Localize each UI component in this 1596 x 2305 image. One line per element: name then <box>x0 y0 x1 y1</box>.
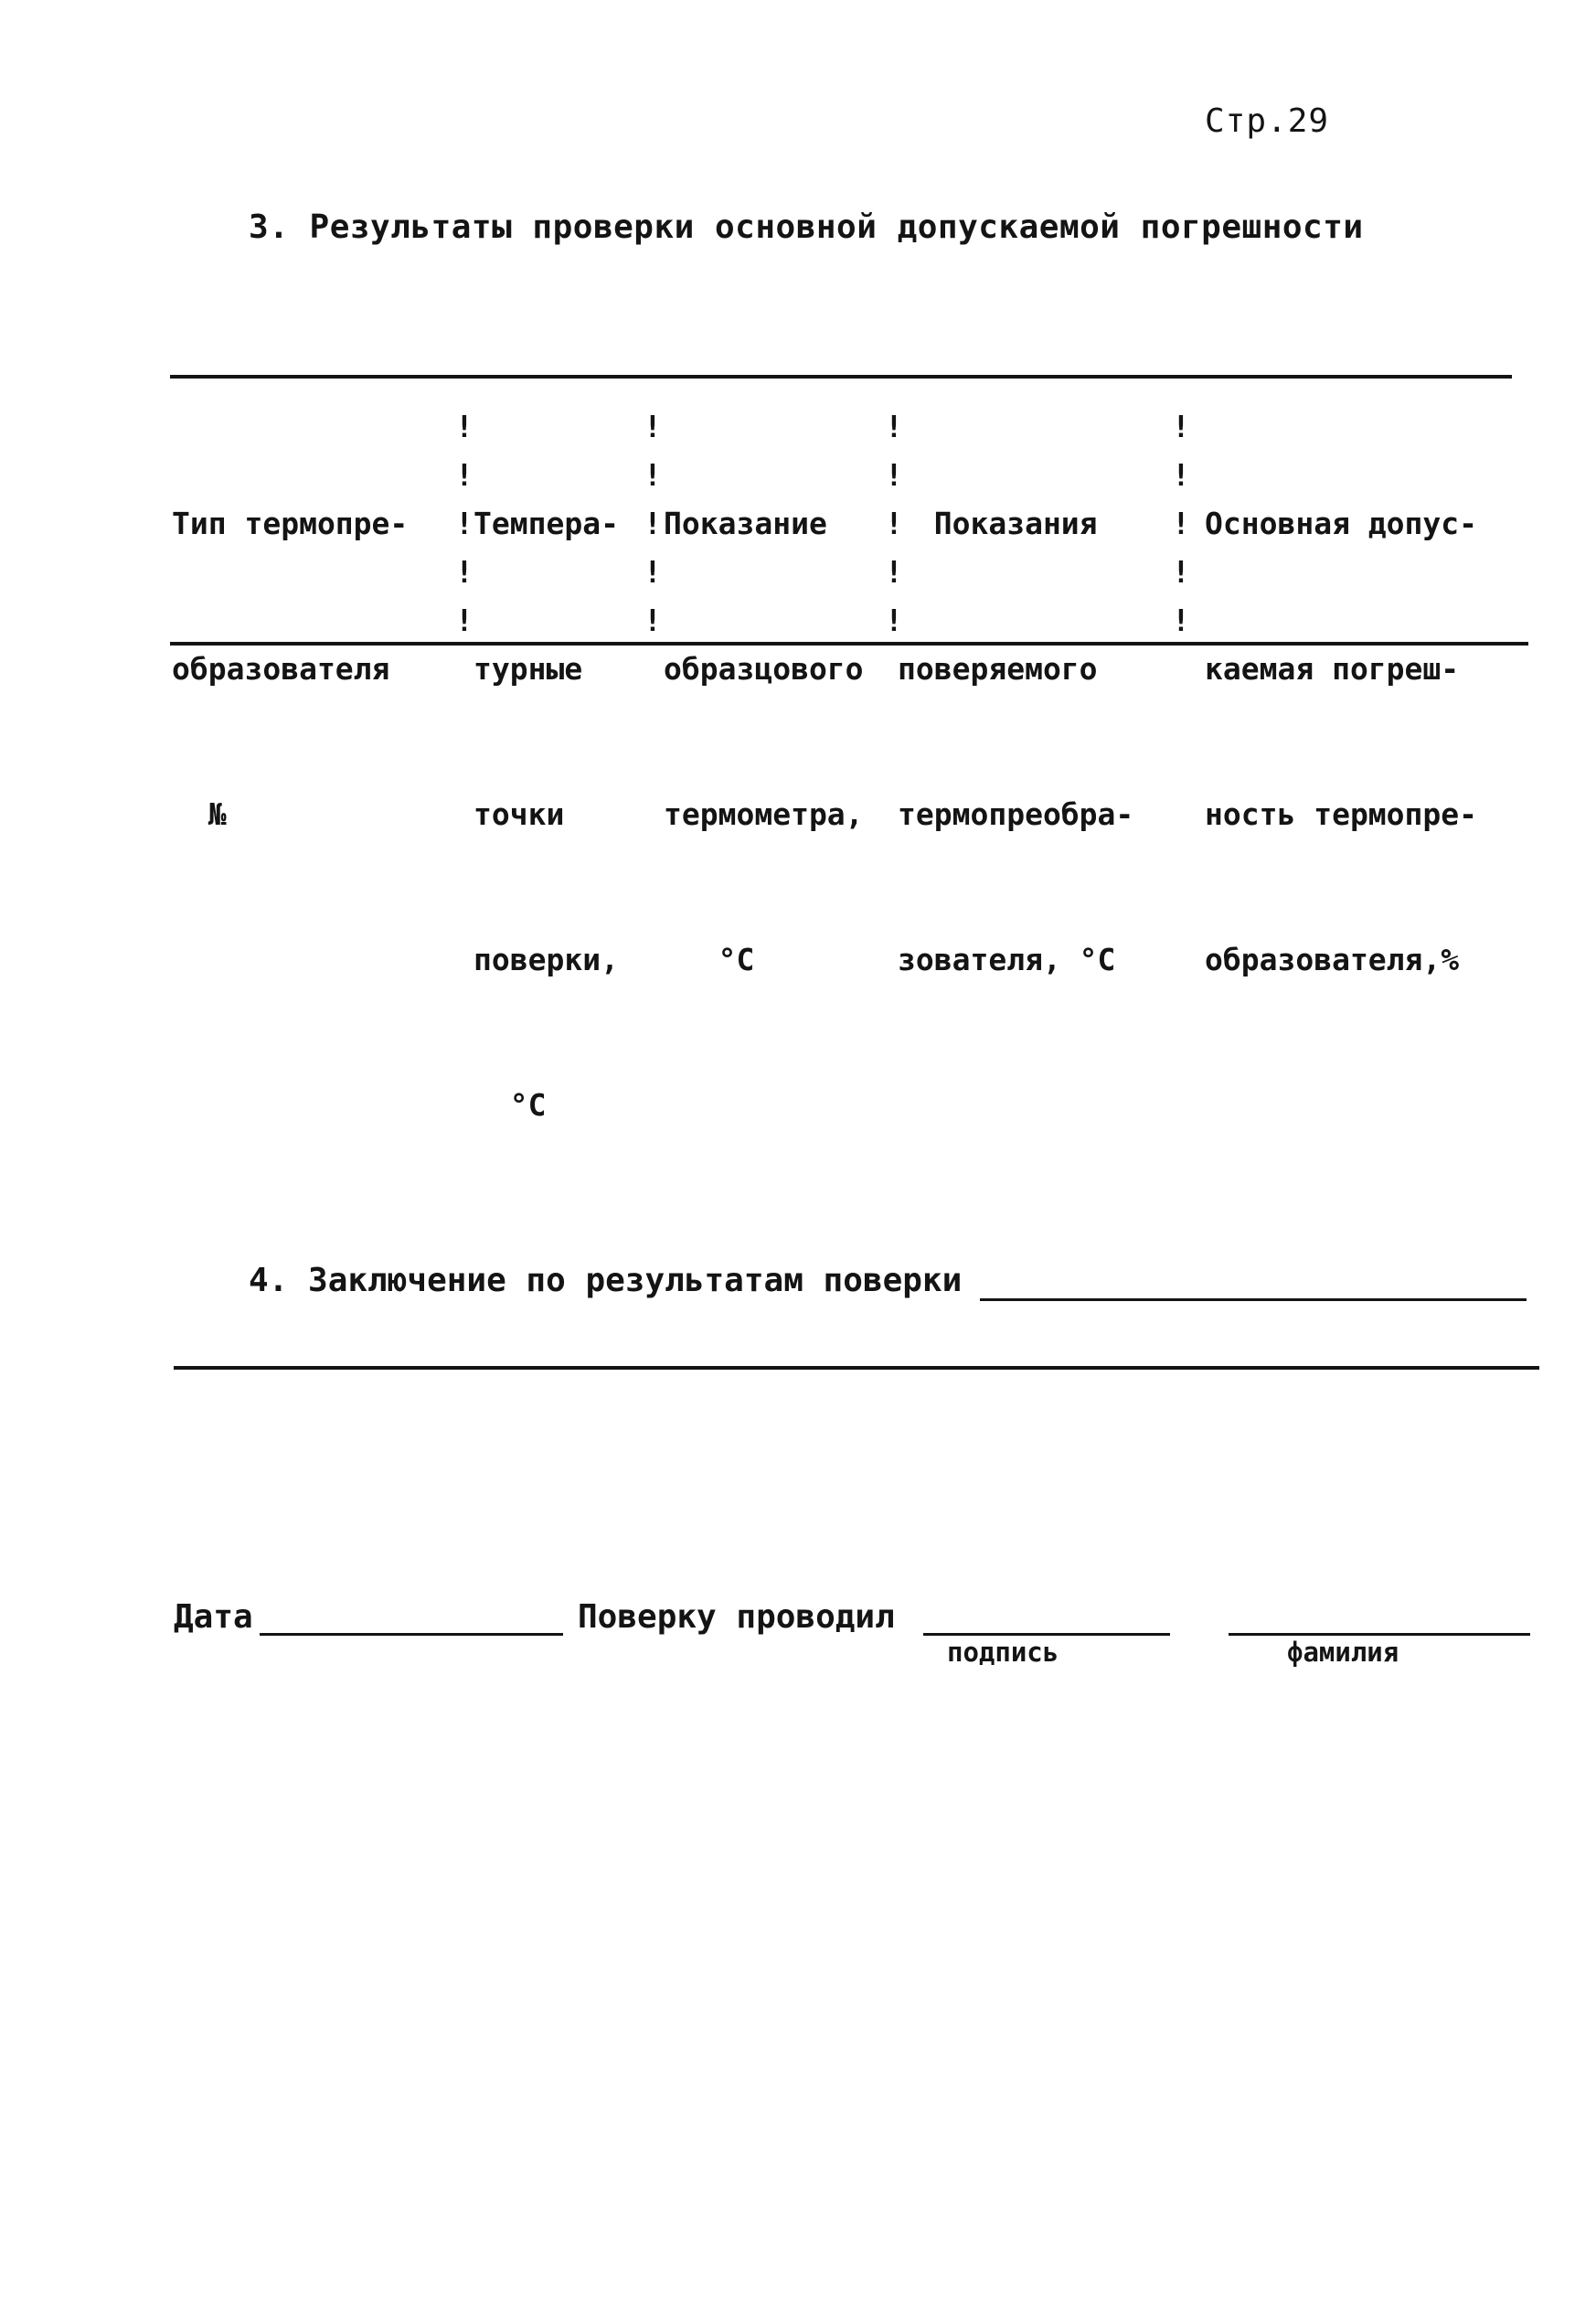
column-separator-1: ! ! ! ! ! <box>455 409 473 638</box>
table-header-temperature-points <box>473 402 619 1226</box>
table-header-error-line-3: ность термопре- <box>1205 796 1478 832</box>
signature-field-line <box>923 1633 1170 1636</box>
table-header-error-line-4: образователя,% <box>1205 942 1460 977</box>
section-4-title: 4. Заключение по результатам поверки <box>249 1262 963 1299</box>
table-header-tested-line-3: термопреобра- <box>898 796 1134 832</box>
table-header-tested-reading <box>898 402 1133 1081</box>
table-header-basic-error <box>1205 402 1477 1081</box>
table-header-tested-line-4: зователя, °С <box>898 942 1116 977</box>
table-header-temperature-line-1: Темпера- <box>473 506 619 541</box>
surname-field-line <box>1229 1633 1530 1636</box>
signature-caption: подпись <box>947 1637 1059 1668</box>
table-header-tested-line-2: поверяемого <box>898 651 1098 687</box>
table-header-type-line-1: Тип термопре- <box>172 506 409 541</box>
table-header-reference-line-1: Показание <box>664 506 827 541</box>
table-header-temperature-line-3: точки <box>473 796 565 832</box>
table-header-temperature-line-5: °С <box>473 1087 547 1123</box>
table-header-type <box>172 402 408 935</box>
table-header-reference-line-4: °С <box>664 942 755 977</box>
table-header-temperature-line-4: поверки, <box>473 942 619 977</box>
table-header-temperature-line-2: турные <box>473 651 583 687</box>
table-header-reference-reading <box>664 402 864 1081</box>
table-header-reference-line-2: образцового <box>664 651 864 687</box>
table-top-rule <box>170 375 1512 379</box>
table-header-type-line-2: образователя <box>172 651 390 687</box>
date-label: Дата <box>174 1598 253 1636</box>
table-header-tested-line-1: Показания <box>898 506 1098 541</box>
table-header-error-line-2: каемая погреш- <box>1205 651 1460 687</box>
table-header-reference-line-3: термометра, <box>664 796 864 832</box>
conclusion-second-line <box>174 1366 1539 1370</box>
table-bottom-rule <box>170 642 1528 646</box>
verifier-label: Поверку проводил <box>578 1598 895 1636</box>
table-header-error-line-1: Основная допус- <box>1205 506 1478 541</box>
section-3-title: 3. Результаты проверки основной допускаемой погрешности <box>249 208 1364 246</box>
column-separator-4: ! ! ! ! ! <box>1172 409 1190 638</box>
table-header-type-line-3: № <box>172 796 227 832</box>
surname-caption: фамилия <box>1287 1637 1399 1668</box>
column-separator-2: ! ! ! ! ! <box>644 409 662 638</box>
column-separator-3: ! ! ! ! ! <box>885 409 903 638</box>
conclusion-underline <box>980 1298 1527 1301</box>
date-field-line <box>260 1633 563 1636</box>
page-number: Стр.29 <box>1205 102 1330 140</box>
